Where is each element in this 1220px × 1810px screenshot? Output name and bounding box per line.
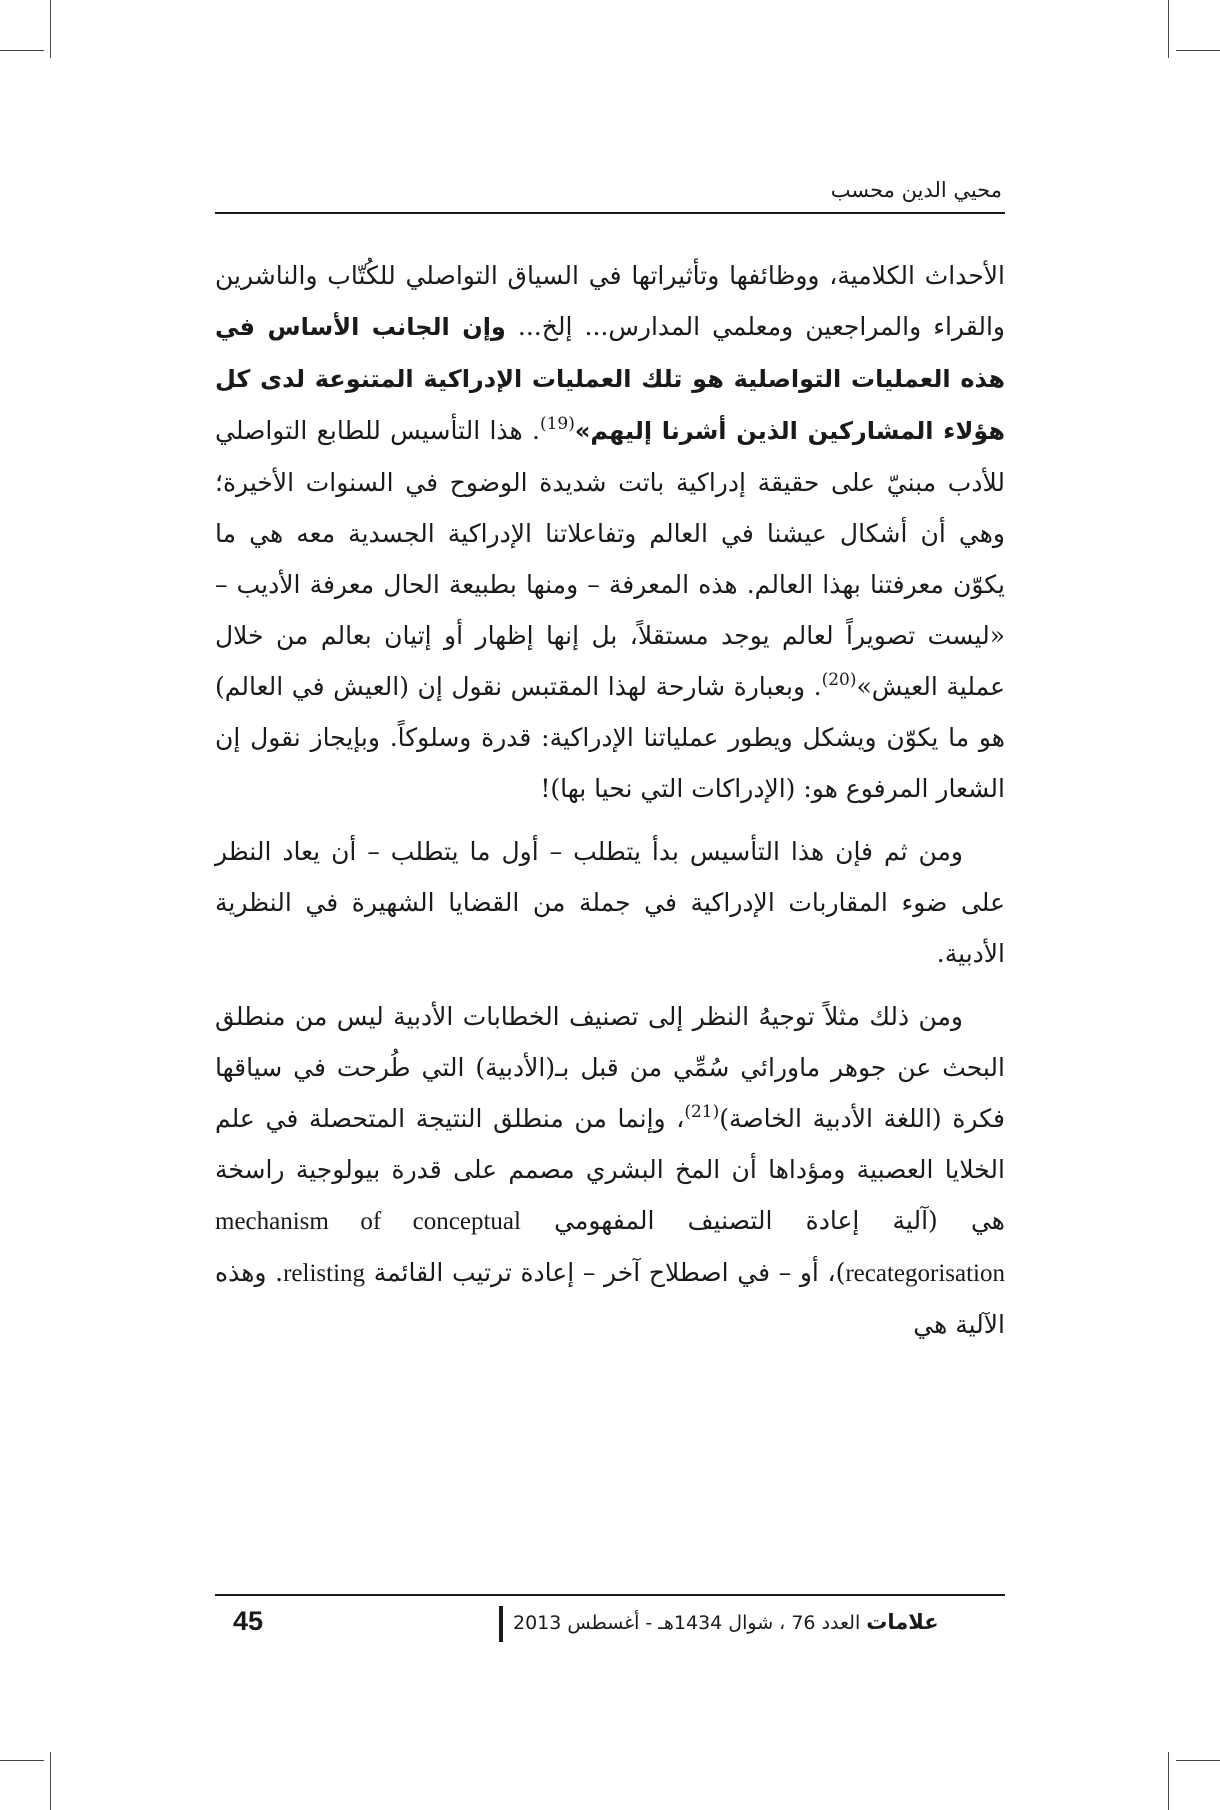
running-head: محيي الدين محسب: [830, 178, 1002, 202]
journal-name: علامات: [866, 1610, 939, 1634]
crop-mark: [50, 1752, 51, 1810]
bold-quote: وإن الجانب الأساس في هذه العمليات التواصلية هو تلك العمليات الإدراكية المتنوعة لدى كل هؤلاء المشاركين الذين أشرنا إليهم»: [215, 313, 1005, 445]
paragraph-text: ومن ذلك مثلاً توجيهُ النظر إلى تصنيف الخطابات الأدبية ليس من منطلق البحث عن جوهر ماورائي سُمِّي من قبل بـ(الأدبية) التي طُرحت في سياقها فكرة (اللغة الأدبية الخاصة): [215, 1002, 1005, 1133]
paragraph-text: . هذا التأسيس للطابع التواصلي للأدب مبنيّ على حقيقة إدراكية باتت شديدة الوضوح في السنوات الأخيرة؛ وهي أن أشكال عيشنا في العالم وتفاعلاتنا الإدراكية الجسدية معه هي ما يكوّن معرفتنا بهذا العالم. هذه المعرفة – ومنها بطبيعة الحال معرفة الأديب – «ليست تصويراً لعالم يوجد مستقلاً، بل إنها إظهار أو إتيان بعالم من خلال عملية العيش»: [215, 416, 1005, 701]
footer-divider: [499, 1606, 503, 1642]
footer-rule: [215, 1594, 1005, 1596]
paragraph-text: الأحداث الكلامية، ووظائفها وتأثيراتها في السياق التواصلي للكُتّاب والناشرين والقراء والمراجعين ومعلمي المدارس... إلخ...: [215, 261, 1006, 341]
crop-mark: [1176, 1760, 1220, 1761]
journal-info: [513, 1610, 939, 1634]
crop-mark: [1168, 0, 1169, 58]
crop-mark: [0, 1760, 44, 1761]
footnote-ref: (20): [821, 670, 857, 690]
latin-term: mechanism of conceptual recategorisation: [215, 1208, 1005, 1287]
paragraph-2: ومن ثم فإن هذا التأسيس بدأ يتطلب – أول ما يتطلب – أن يعاد النظر على ضوء المقاربات الإدراكية في جملة من القضايا الشهيرة في النظرية الأدبية.: [215, 837, 1005, 968]
paragraph-text: . وبعبارة شارحة لهذا المقتبس نقول إن (العيش في العالم) هو ما يكوّن ويشكل ويطور عملياتنا الإدراكية: قدرة وسلوكاً. وبإيجاز نقول إن الشعار المرفوع هو: (الإدراكات التي نحيا بها)!: [215, 672, 1005, 803]
crop-mark: [1168, 1752, 1169, 1810]
latin-term: relisting: [283, 1260, 366, 1287]
paragraph-text: )، أو – في اصطلاح آخر – إعادة ترتيب القائمة: [365, 1258, 846, 1287]
crop-mark: [50, 0, 51, 58]
footnote-ref: (21): [684, 1102, 720, 1122]
page-footer: [215, 1606, 1005, 1646]
crop-mark: [0, 50, 44, 51]
header-rule: [215, 212, 1005, 214]
paragraph-text: ، وإنما من منطلق النتيجة المتحصلة في علم الخلايا العصبية ومؤداها أن المخ البشري مصمم على قدرة بيولوجية راسخة هي (آلية إعادة التصنيف المفهومي: [215, 1104, 1005, 1235]
paragraph-3: [215, 991, 1005, 1350]
paragraph-1: [215, 250, 1005, 814]
body-text: [215, 250, 1005, 1362]
issue-info: العدد 76 ، شوال 1434هـ - أغسطس 2013: [513, 1612, 867, 1634]
footnote-ref: (19): [539, 414, 575, 434]
paragraph-text: . وهذه الآلية هي: [215, 1258, 1005, 1339]
crop-mark: [1176, 50, 1220, 51]
page-number: 45: [233, 1606, 264, 1636]
